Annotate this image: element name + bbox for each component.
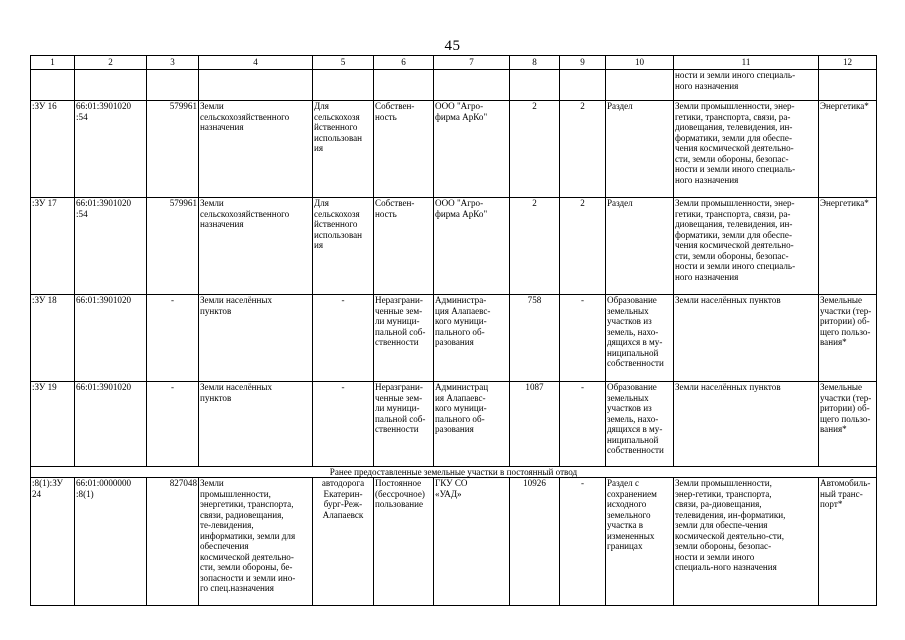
column-number-row [31,56,877,70]
plot-id: :ЗУ 19 [31,382,75,467]
cadastral-number: 66:01:0000000 :8(1) [75,478,147,606]
column-number: 9 [560,56,606,70]
formed-area: 1087 [510,382,560,467]
land-category: Земли промышленности, энергетики, транспорта, связи, радиовещания, те-левидения, информатики, земли для обеспечения космической деятельно- сти, земли обороны, бе- зопасности и земли ино- го спец.назначения [199,478,313,606]
encumbrance-area: 2 [560,198,606,295]
permitted-use: Для сельскохозя йственного использован ия [313,198,374,295]
column-number: 3 [147,56,199,70]
right-holder: ГКУ СО «УАД» [434,478,510,606]
encumbrance-area: - [560,478,606,606]
area: - [147,382,199,467]
encumbrance-area: - [560,382,606,467]
formation-method: Раздел с сохранением исходного земельного участка в измененных границах [606,478,674,606]
plot-id: :ЗУ 16 [31,101,75,198]
new-land-category: Земли промышленности, энер- гетики, транспорта, связи, ра- диовещания, телевидения, ин- форматики, земли для обеспе- чения космической деятельно- сти, земли обороны, безопас- ности и земли иного специаль- ного назначения [674,101,819,198]
formation-method: Образование земельных участков из земель, нахо- дящихся в му- ниципальной собственности [606,295,674,382]
land-category: Земли населённых пунктов [199,382,313,467]
table-row [31,198,877,295]
column-number: 6 [374,56,434,70]
column-number: 10 [606,56,674,70]
cadastral-number: 66:01:3901020 [75,382,147,467]
table-row [31,478,877,606]
table-row [31,382,877,467]
continuation-text: ности и земли иного специаль- ного назначения [674,70,819,101]
new-permitted-use: Автомобиль- ный транс- порт* [819,478,877,606]
right-holder: Администра- ция Алапаевс- кого муници- пального об- разования [434,295,510,382]
permitted-use: Для сельскохозя йственного использован ия [313,101,374,198]
new-land-category: Земли промышленности, энер- гетики, транспорта, связи, ра- диовещания, телевидения, ин- форматики, земли для обеспе- чения космической деятельно- сти, земли обороны, безопас- ности и земли иного специаль- ного назначения [674,198,819,295]
continuation-row [31,70,877,101]
new-permitted-use: Энергетика* [819,198,877,295]
page-number: 45 [444,38,461,54]
new-permitted-use: Земельные участки (тер- ритории) об- щего пользо- вания* [819,295,877,382]
right-holder: ООО "Агро- фирма АрКо" [434,101,510,198]
permitted-use: - [313,382,374,467]
area: - [147,295,199,382]
column-number: 2 [75,56,147,70]
new-land-category: Земли населённых пунктов [674,295,819,382]
plot-id: :8(1):ЗУ 24 [31,478,75,606]
plot-id: :ЗУ 18 [31,295,75,382]
column-number: 7 [434,56,510,70]
table-row [31,295,877,382]
right-type: Неразграни- ченные зем- ли муници- пальной соб- ственности [374,382,434,467]
table-row [31,101,877,198]
column-number: 5 [313,56,374,70]
formation-method: Раздел [606,198,674,295]
right-type: Собствен- ность [374,101,434,198]
cadastral-number: 66:01:3901020 :54 [75,198,147,295]
encumbrance-area: - [560,295,606,382]
cadastral-number: 66:01:3901020 [75,295,147,382]
land-category: Земли сельскохозяйственного назначения [199,198,313,295]
new-permitted-use: Земельные участки (тер- ритории) об- щего пользо- вания* [819,382,877,467]
column-number: 11 [674,56,819,70]
column-number: 1 [31,56,75,70]
column-number: 4 [199,56,313,70]
encumbrance-area: 2 [560,101,606,198]
column-number: 8 [510,56,560,70]
right-type: Постоянное (бессрочное) пользование [374,478,434,606]
permitted-use: - [313,295,374,382]
land-category: Земли населённых пунктов [199,295,313,382]
right-type: Неразграни- ченные зем- ли муници- пальной соб- ственности [374,295,434,382]
column-number: 12 [819,56,877,70]
new-permitted-use: Энергетика* [819,101,877,198]
right-type: Собствен- ность [374,198,434,295]
formed-area: 10926 [510,478,560,606]
land-plots-table [30,55,877,606]
new-land-category: Земли населённых пунктов [674,382,819,467]
area: 579961 [147,198,199,295]
right-holder: ООО "Агро- фирма АрКо" [434,198,510,295]
formation-method: Образование земельных участков из земель, нахо- дящихся в му- ниципальной собственности [606,382,674,467]
formation-method: Раздел [606,101,674,198]
formed-area: 2 [510,198,560,295]
land-category: Земли сельскохозяйственного назначения [199,101,313,198]
plot-id: :ЗУ 17 [31,198,75,295]
permitted-use: автодорога Екатерин- бург-Реж- Алапаевск [313,478,374,606]
section-title: Ранее предоставленные земельные участки в постоянный отвод [31,467,877,478]
area: 579961 [147,101,199,198]
new-land-category: Земли промышленности, энер-гетики, транспорта, связи, ра-диовещания, телевидения, ин-форматики, земли для обеспе-чения космической деятельно-сти, земли обороны, безопас- ности и земли иного специаль-ного назначения [674,478,819,606]
section-row [31,467,877,478]
formed-area: 758 [510,295,560,382]
cadastral-number: 66:01:3901020 :54 [75,101,147,198]
area: 827048 [147,478,199,606]
formed-area: 2 [510,101,560,198]
right-holder: Администрац ия Алапаевс- кого муници- пального об- разования [434,382,510,467]
